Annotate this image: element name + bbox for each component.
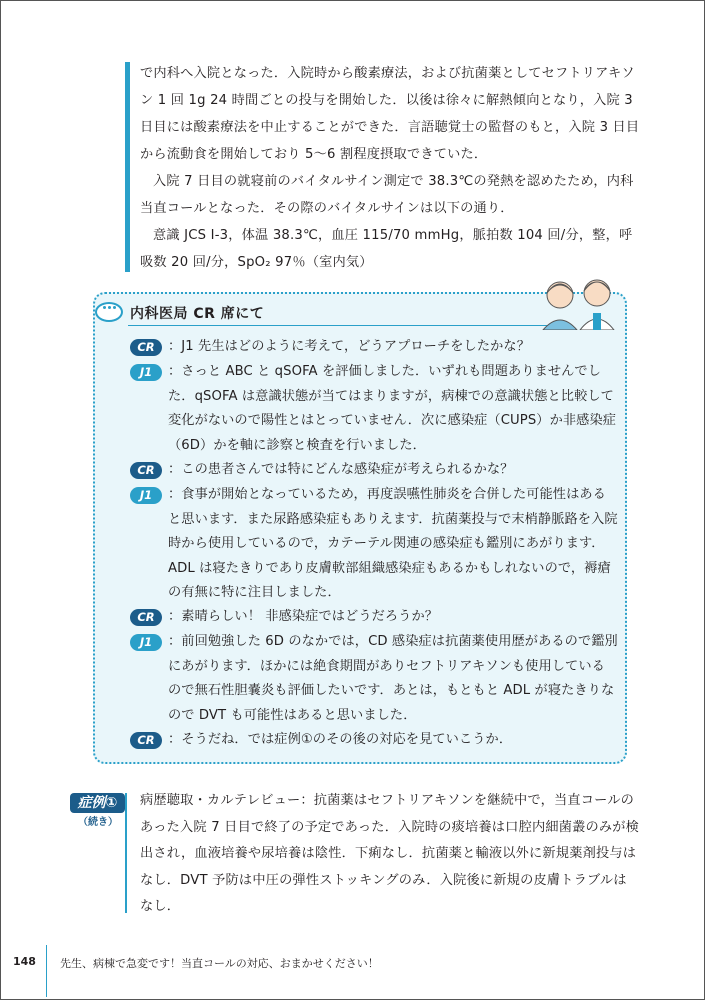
intro-paragraph-1: で内科へ入院となった．入院時から酸素療法，および抗菌薬としてセフトリアキソン 1 回 1g 24 時間ごとの投与を開始した．以後は徐々に解熱傾向となり，入院 3 日目には酸素療法を中止することができた．言語聴覚士の監督のもと，入院 3 日目から流動食を開始しており 5～6 割程度摂取できていた． bbox=[140, 66, 640, 162]
speaker-tag-cr: CR bbox=[130, 609, 162, 626]
speaker-tag-cr: CR bbox=[130, 732, 162, 749]
speech-bubble-icon bbox=[95, 302, 123, 322]
book-title: 先生、病棟で急変です！当直コールの対応、おまかせください！ bbox=[60, 957, 379, 970]
speaker-tag-j1: J1 bbox=[130, 487, 162, 504]
speaker-tag-j1: J1 bbox=[130, 364, 162, 381]
continuation-bar bbox=[125, 62, 130, 272]
speaker-tag-cr: CR bbox=[130, 462, 162, 479]
dialogue-line: ：J1 先生はどのように考えて，どうアプローチをしたかな？ bbox=[168, 339, 530, 354]
dialogue-line: ：そうだね．では症例①のその後の対応を見ていこうか． bbox=[168, 732, 513, 747]
case-text: 病歴聴取・カルテレビュー：抗菌薬はセフトリアキソンを継続中で，当直コールのあった入院 7 日目で終了の予定であった．入院時の痰培養は口腔内細菌叢のみが検出され，血液培養や尿培養は陰性．下痢なし．抗菌薬と輸液以外に新規薬剤投与はなし．DVT 予防は中圧の弾性ストッキングのみ．入院後に新規の皮膚トラブルはなし． bbox=[140, 793, 640, 914]
page-number: 148 bbox=[13, 955, 36, 968]
dialogue-line: ：この患者さんでは特にどんな感染症が考えられるかな？ bbox=[168, 462, 514, 477]
title-underline bbox=[128, 325, 568, 326]
speaker-tag-cr: CR bbox=[130, 339, 162, 356]
dialogue-line: ：前回勉強した 6D のなかでは，CD 感染症は抗菌薬使用歴があるので鑑別にあがります．ほかには絶食期間がありセフトリアキソンも使用しているので無石性胆嚢炎も評価したいです．あとは，もともと ADL が寝たきりなので DVT も可能性はあると思いました． bbox=[168, 634, 618, 723]
intro-text bbox=[140, 60, 640, 276]
dialogue-line: ：食事が開始となっているため，再度誤嚥性肺炎を合併した可能性はあると思います．また尿路感染症もありえます．抗菌薬投与で末梢静脈路を入院時から使用しているので，カテーテル関連の感染症も鑑別にあがります．ADL は寝たきりであり皮膚軟部組織感染症もあるかもしれないので，褥瘡の有無に特に注目しました． bbox=[168, 487, 618, 600]
intro-paragraph-3: 意識 JCS Ⅰ-3，体温 38.3℃，血圧 115/70 mmHg，脈拍数 104 回/分，整，呼吸数 20 回/分，SpO₂ 97％（室内気） bbox=[140, 228, 633, 270]
dialogue-line: ：素晴らしい！ 非感染症ではどうだろうか？ bbox=[168, 609, 439, 624]
intro-paragraph-2: 入院 7 日目の就寝前のバイタルサイン測定で 38.3℃の発熱を認めたため，内科当直コールとなった．その際のバイタルサインは以下の通り． bbox=[140, 174, 634, 216]
case-label: 症例① bbox=[70, 793, 125, 813]
case-bar bbox=[125, 793, 127, 913]
case-sublabel: （続き） bbox=[78, 817, 118, 828]
doctors-illustration-icon bbox=[535, 275, 625, 330]
speaker-tag-j1: J1 bbox=[130, 634, 162, 651]
footer-divider bbox=[46, 945, 47, 997]
dialogue-box-title: 内科医局 CR 席にて bbox=[130, 306, 265, 322]
dialogue-line: ：さっと ABC と qSOFA を評価しました．いずれも問題ありませんでした．qSOFA は意識状態が当てはまりますが，病棟での意識状態と比較して変化がないので陽性とはとっていません．次に感染症（CUPS）か非感染症（6D）かを軸に診察と検査を行いました． bbox=[168, 364, 617, 453]
